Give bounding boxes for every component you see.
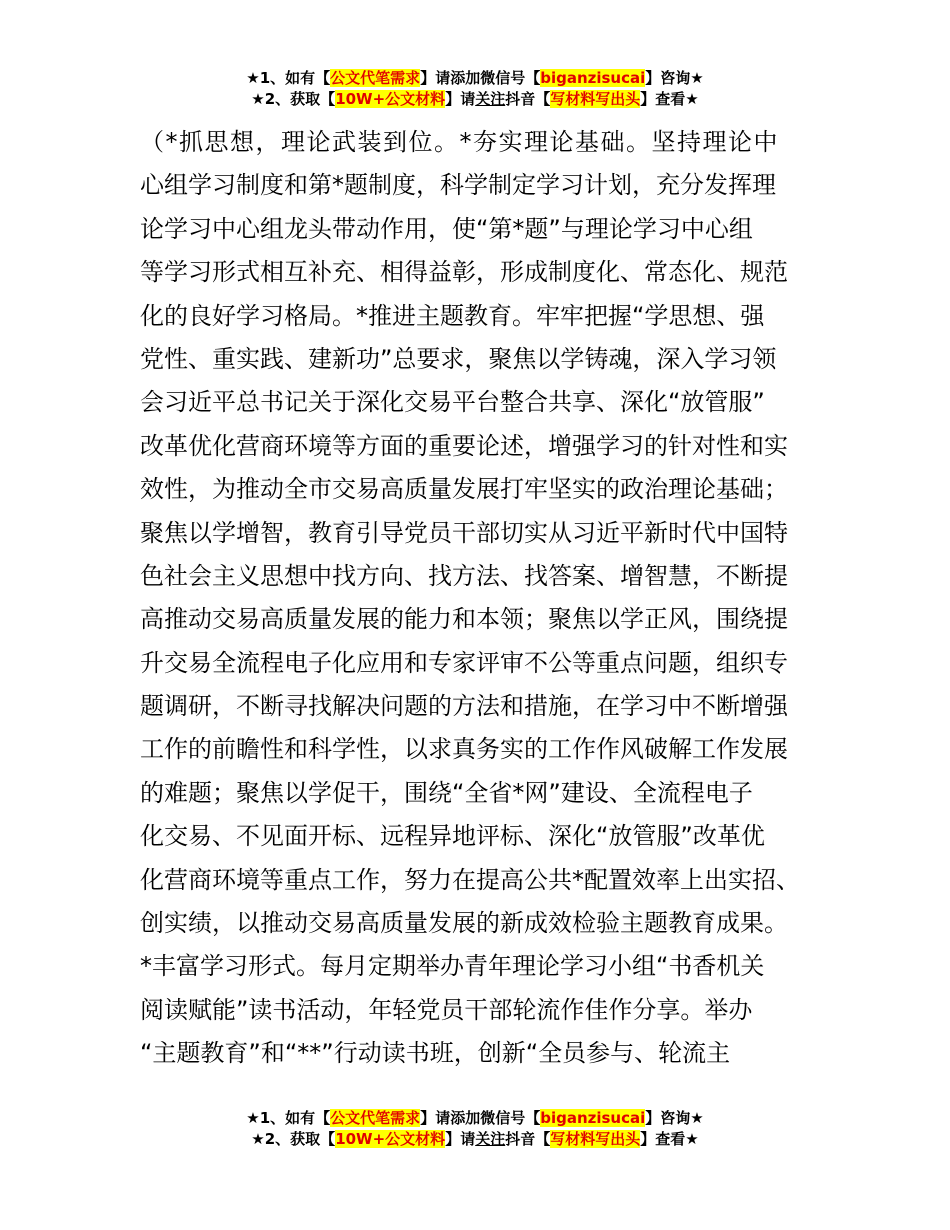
highlight-materials: 10W+公文材料	[335, 1130, 446, 1148]
banner-line-2	[0, 89, 950, 110]
body-paragraph	[140, 121, 820, 1076]
underlined-follow: 关注	[475, 90, 506, 108]
text-line: 化的良好学习格局。*推进主题教育。牢牢把握“学思想、强	[140, 301, 765, 330]
banner-text: 】查看★	[640, 90, 699, 108]
underlined-follow: 关注	[475, 1130, 506, 1148]
banner-text: ★1、如有【	[246, 1109, 331, 1127]
highlight-service: 公文代笔需求	[330, 69, 421, 87]
banner-line-2	[0, 1129, 950, 1150]
banner-text: ★2、获取【	[251, 1130, 336, 1148]
text-line: 色社会主义思想中找方向、找方法、找答案、增智慧，不断提	[140, 561, 788, 590]
highlight-douyin-account: 写材料写出头	[550, 90, 641, 108]
text-line: 工作的前瞻性和科学性，以求真务实的工作作风破解工作发展	[140, 735, 788, 764]
banner-text: 】请添加微信号【	[420, 69, 541, 87]
text-line: 化营商环境等重点工作，努力在提高公共*配置效率上出实招、	[140, 865, 800, 894]
text-line: 创实绩，以推动交易高质量发展的新成效检验主题教育成果。	[140, 909, 788, 938]
footer-banner	[0, 1108, 950, 1150]
text-line: 等学习形式相互补充、相得益彰，形成制度化、常态化、规范	[140, 258, 788, 287]
text-line: 题调研，不断寻找解决问题的方法和措施，在学习中不断增强	[140, 692, 788, 721]
banner-text: 】咨询★	[645, 69, 704, 87]
banner-text: 】咨询★	[645, 1109, 704, 1127]
text-line: 改革优化营商环境等方面的重要论述，增强学习的针对性和实	[140, 431, 788, 460]
banner-text: 抖音【	[505, 1130, 551, 1148]
text-line: 阅读赋能”读书活动，年轻党员干部轮流作佳作分享。举办	[140, 995, 753, 1024]
text-line: *丰富学习形式。每月定期举办青年理论学习小组“书香机关	[140, 952, 765, 981]
header-banner	[0, 68, 950, 110]
banner-text: 抖音【	[505, 90, 551, 108]
banner-line-1	[0, 68, 950, 89]
banner-text: 】请	[445, 1130, 476, 1148]
text-line: “主题教育”和“**”行动读书班，创新“全员参与、轮流主	[140, 1039, 731, 1068]
text-line: 升交易全流程电子化应用和专家评审不公等重点问题，组织专	[140, 648, 788, 677]
banner-line-1	[0, 1108, 950, 1129]
banner-text: 】查看★	[640, 1130, 699, 1148]
text-line: 论学习中心组龙头带动作用，使“第*题”与理论学习中心组	[140, 214, 753, 243]
text-line: 效性，为推动全市交易高质量发展打牢坚实的政治理论基础；	[140, 475, 788, 504]
highlight-wechat-id: biganzisucai	[540, 1109, 646, 1127]
text-line: 党性、重实践、建新功”总要求，聚焦以学铸魂，深入学习领	[140, 344, 777, 373]
highlight-materials: 10W+公文材料	[335, 90, 446, 108]
banner-text: 】请添加微信号【	[420, 1109, 541, 1127]
text-line: 心组学习制度和第*题制度，科学制定学习计划，充分发挥理	[140, 171, 776, 200]
text-line: 聚焦以学增智，教育引导党员干部切实从习近平新时代中国特	[140, 518, 788, 547]
banner-text: ★2、获取【	[251, 90, 336, 108]
text-line: 高推动交易高质量发展的能力和本领；聚焦以学正风，围绕提	[140, 605, 788, 634]
text-line: （*抓思想，理论武装到位。*夯实理论基础。坚持理论中	[140, 128, 779, 156]
highlight-wechat-id: biganzisucai	[540, 69, 646, 87]
highlight-douyin-account: 写材料写出头	[550, 1130, 641, 1148]
text-line: 会习近平总书记关于深化交易平台整合共享、深化“放管服”	[140, 388, 765, 417]
text-line: 化交易、不见面开标、远程异地评标、深化“放管服”改革优	[140, 822, 765, 851]
text-line: 的难题；聚焦以学促干，围绕“全省*网”建设、全流程电子	[140, 778, 753, 807]
highlight-service: 公文代笔需求	[330, 1109, 421, 1127]
banner-text: ★1、如有【	[246, 69, 331, 87]
banner-text: 】请	[445, 90, 476, 108]
